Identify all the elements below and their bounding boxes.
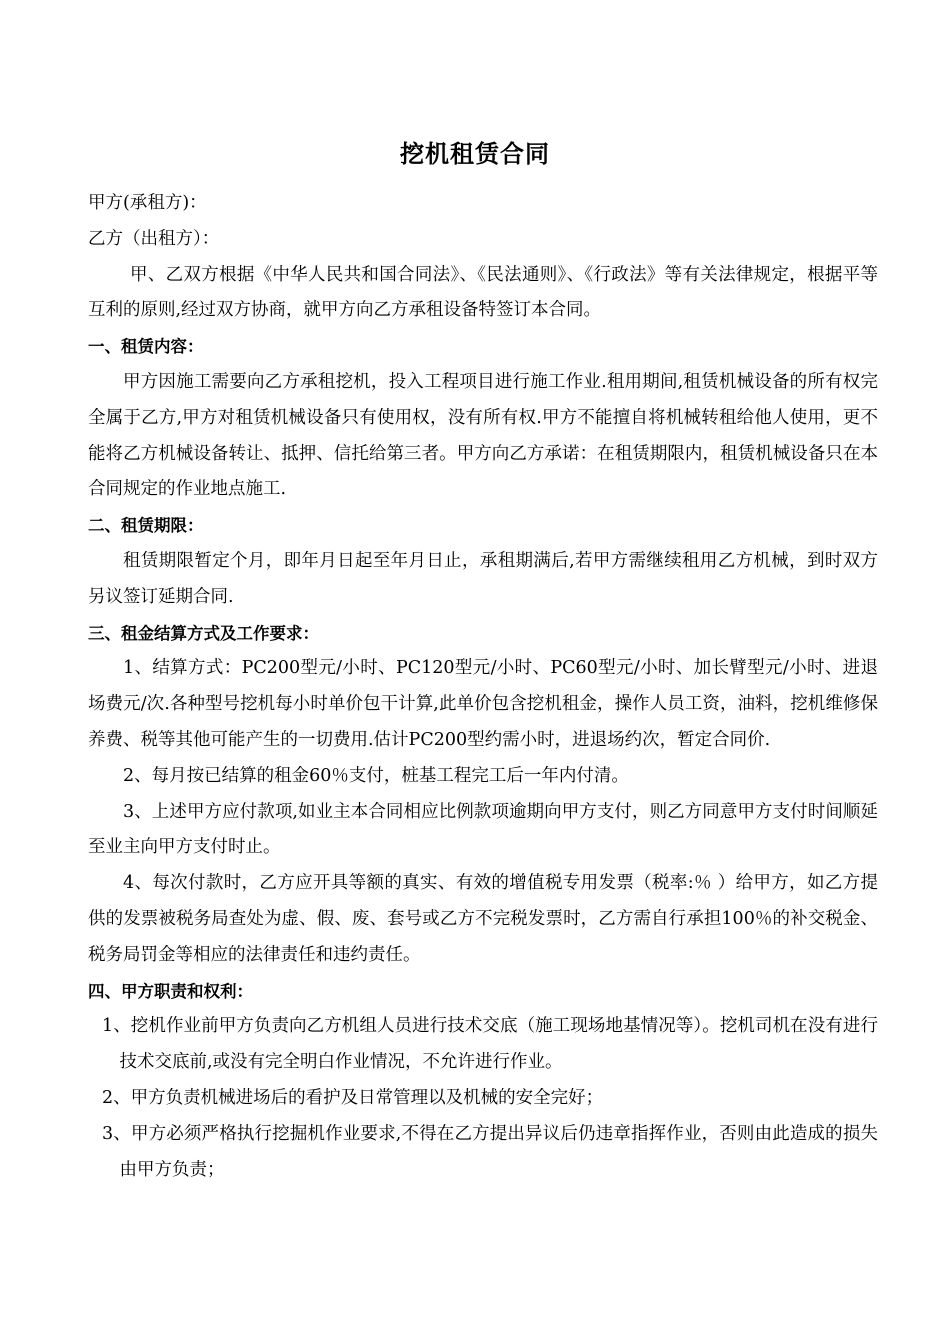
- section-3-heading: 三、租金结算方式及工作要求：: [88, 623, 319, 643]
- section-3-item-4: 4、每次付款时，乙方应开具等额的真实、有效的增值税专用发票（税率:％ ）给甲方，如乙方提供的发票被税务局查处为虚、假、废、套号或乙方不完税发票时，乙方需自行承担100％的补交税金、税务局罚金等相应的法律责任和违约责任。: [88, 873, 878, 965]
- document-title: 挖机租赁合同: [400, 140, 550, 168]
- section-4-heading: 四、甲方职责和权利：: [88, 981, 253, 1001]
- section-3-item-3: 3、上述甲方应付款项,如业主本合同相应比例款项逾期向甲方支付，则乙方同意甲方支付时间顺延至业主向甲方支付时止。: [88, 801, 878, 858]
- document-body: [88, 186, 878, 1188]
- section-1-paragraph: 甲方因施工需要向乙方承租挖机，投入工程项目进行施工作业.租用期间,租赁机械设备的所有权完全属于乙方,甲方对租赁机械设备只有使用权，没有所有权.甲方不能擅自将机械转租给他人使用，更不能将乙方机械设备转让、抵押、信托给第三者。甲方向乙方承诺：在租赁期限内，租赁机械设备只在本合同规定的作业地点施工.: [88, 371, 878, 500]
- section-3-item-2: 2、每月按已结算的租金60％支付，桩基工程完工后一年内付清。: [123, 765, 629, 786]
- party-a-line: 甲方(承租方)：: [88, 193, 207, 213]
- section-2-heading: 二、租赁期限：: [88, 516, 204, 536]
- section-4-item-1: 1、挖机作业前甲方负责向乙方机组人员进行技术交底（施工现场地基情况等）。挖机司机在没有进行技术交底前,或没有完全明白作业情况，不允许进行作业。: [102, 1016, 878, 1073]
- section-4-item-2: 2、甲方负责机械进场后的看护及日常管理以及机械的安全完好；: [102, 1087, 604, 1108]
- section-3-item-1: 1、结算方式：PC200型元/小时、PC120型元/小时、PC60型元/小时、加长臂型元/小时、进退场费元/次.各种型号挖机每小时单价包干计算,此单价包含挖机租金，操作人员工资，油料，挖机维修保养费、税等其他可能产生的一切费用.估计PC200型约需小时，进退场约次，暂定合同价.: [88, 658, 878, 750]
- section-2-paragraph: 租赁期限暂定个月，即年月日起至年月日止，承租期满后,若甲方需继续租用乙方机械，到时双方另议签订延期合同.: [88, 550, 878, 607]
- party-b-line: 乙方（出租方）：: [88, 228, 220, 249]
- intro-paragraph: 甲、乙双方根据《中华人民共和国合同法》、《民法通则》、《行政法》等有关法律规定，根据平等互利的原则,经过双方协商，就甲方向乙方承租设备特签订本合同。: [88, 264, 878, 321]
- section-4-item-3: 3、甲方必须严格执行挖掘机作业要求,不得在乙方提出异议后仍违章指挥作业，否则由此造成的损失由甲方负责；: [102, 1123, 878, 1180]
- section-1-heading: 一、租赁内容：: [88, 337, 204, 357]
